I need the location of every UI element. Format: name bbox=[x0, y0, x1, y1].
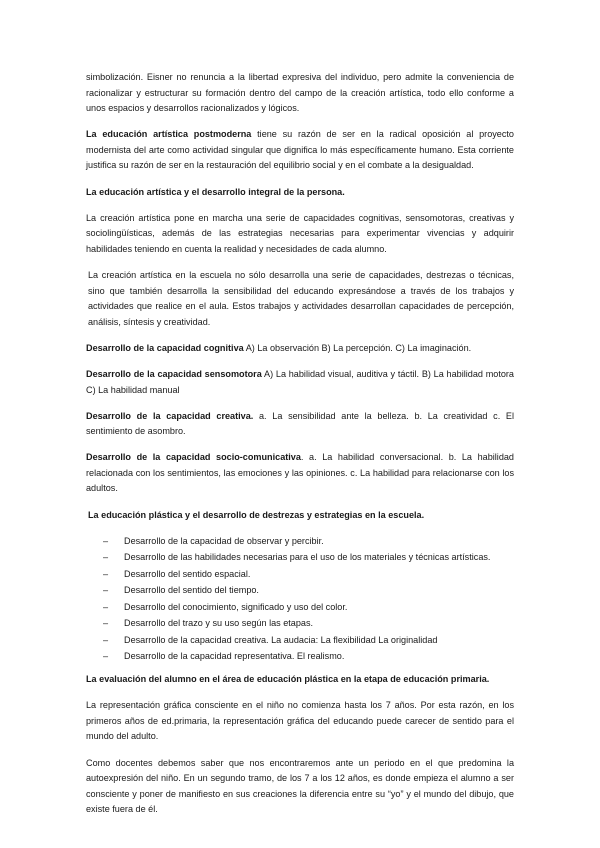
paragraph-creative bbox=[86, 409, 514, 440]
list-item bbox=[86, 550, 514, 565]
list-item-text: Desarrollo de la capacidad representativa. El realismo. bbox=[124, 651, 345, 662]
dash-bullet: – bbox=[103, 568, 109, 579]
paragraph-cognitive bbox=[86, 341, 514, 357]
dash-bullet: – bbox=[103, 601, 109, 612]
paragraph-school-creation: La creación artística en la escuela no sólo desarrolla una serie de capacidades, destrezas o técnicas, sino que también desarrolla la sensibilidad del educando expresándose a través de los trabajos y actividades que realice en el aula. Estos trabajos y actividades desarrollan capacidades de percepción, análisis, síntesis y creatividad. bbox=[88, 269, 514, 327]
list-item bbox=[86, 567, 514, 582]
list-item-text: Desarrollo del sentido del tiempo. bbox=[124, 585, 259, 596]
paragraph-creative-text: a. La sensibilidad ante la belleza. b. La creatividad c. El sentimiento de asombro. bbox=[86, 410, 515, 437]
list-item-text: Desarrollo de la capacidad creativa. La audacia: La flexibilidad La originalidad bbox=[124, 634, 438, 645]
dash-bullet: – bbox=[103, 585, 109, 596]
list-item-text: Desarrollo del conocimiento, significado y uso del color. bbox=[124, 601, 348, 612]
dash-bullet: – bbox=[103, 618, 109, 629]
list-item-text: Desarrollo de las habilidades necesarias para el uso de los materiales y técnicas artísticas. bbox=[124, 552, 491, 563]
list-item bbox=[86, 600, 514, 615]
list-item bbox=[86, 649, 514, 664]
paragraph-postmodern bbox=[86, 127, 514, 174]
term-socio: Desarrollo de la capacidad socio-comunicativa bbox=[86, 452, 301, 463]
dash-bullet: – bbox=[103, 634, 109, 645]
list-item-text: Desarrollo del sentido espacial. bbox=[124, 568, 251, 579]
paragraph-postmodern-text: tiene su razón de ser en la radical oposición al proyecto modernista del arte como actividad singular que dignifica lo más específicamente humano. Esta corriente justifica su razón de ser en la restauración del equilibrio social y en el combate a la desigualdad. bbox=[86, 129, 514, 171]
list-item bbox=[86, 583, 514, 598]
paragraph-socio bbox=[86, 450, 514, 497]
list-item-text: Desarrollo de la capacidad de observar y percibir. bbox=[124, 535, 324, 546]
heading-evaluation: La evaluación del alumno en el área de educación plástica en la etapa de educación primaria. bbox=[86, 674, 490, 685]
term-creative: Desarrollo de la capacidad creativa. bbox=[86, 410, 254, 421]
term-cognitive: Desarrollo de la capacidad cognitiva bbox=[86, 342, 244, 353]
dash-bullet: – bbox=[103, 651, 109, 662]
dash-bullet: – bbox=[103, 552, 109, 563]
document-page bbox=[86, 70, 514, 828]
paragraph-sensomotor bbox=[86, 367, 514, 398]
paragraph-teachers: Como docentes debemos saber que nos encontraremos ante un periodo en el que predomina la autoexpresión del niño. En un segundo tramo, de los 7 a los 12 años, es donde empieza el alumno a ser consciente y poner de manifiesto en sus creaciones la diferencia entre su “yo” y el mundo del dibujo, que existe fuera de él. bbox=[86, 757, 514, 815]
term-postmodern: La educación artística postmoderna bbox=[86, 129, 252, 140]
dash-bullet: – bbox=[103, 535, 109, 546]
heading-integral-development: La educación artística y el desarrollo integral de la persona. bbox=[86, 186, 345, 197]
paragraph-sensomotor-text: A) La habilidad visual, auditiva y táctil. B) La habilidad motora C) La habilidad manual bbox=[86, 368, 514, 395]
paragraph-eisner: simbolización. Eisner no renuncia a la libertad expresiva del individuo, pero admite la conveniencia de racionalizar y estructurar su formación dentro del campo de la creación artística, todo ello conforme a unos espacios y desarrollos racionalizados y lógicos. bbox=[86, 72, 514, 114]
paragraph-cognitive-text: A) La observación B) La percepción. C) La imaginación. bbox=[243, 342, 472, 353]
list-item bbox=[86, 534, 514, 549]
paragraph-graphic-representation: La representación gráfica consciente en el niño no comienza hasta los 7 años. Por esta razón, en los primeros años de ed.primaria, la representación gráfica del educando puede carecer de sentido para el mundo del adulto. bbox=[86, 700, 514, 742]
skills-list bbox=[86, 534, 514, 665]
list-item-text: Desarrollo del trazo y su uso según las etapas. bbox=[124, 618, 314, 629]
paragraph-capacities: La creación artística pone en marcha una serie de capacidades cognitivas, sensomotoras, creativas y sociolingüísticas, además de las estrategias necesarias para experimentar vivencias y adquirir habilidades teniendo en cuenta la realidad y necesidades de cada alumno. bbox=[86, 212, 514, 254]
term-sensomotor: Desarrollo de la capacidad sensomotora bbox=[86, 368, 262, 379]
paragraph-socio-text: . a. La habilidad conversacional. b. La habilidad relacionada con los sentimientos, las emociones y las opiniones. c. La habilidad para relacionarse con los adultos. bbox=[86, 452, 514, 494]
heading-plastic-education: La educación plástica y el desarrollo de destrezas y estrategias en la escuela. bbox=[88, 509, 425, 520]
list-item bbox=[86, 616, 514, 631]
list-item bbox=[86, 633, 514, 648]
